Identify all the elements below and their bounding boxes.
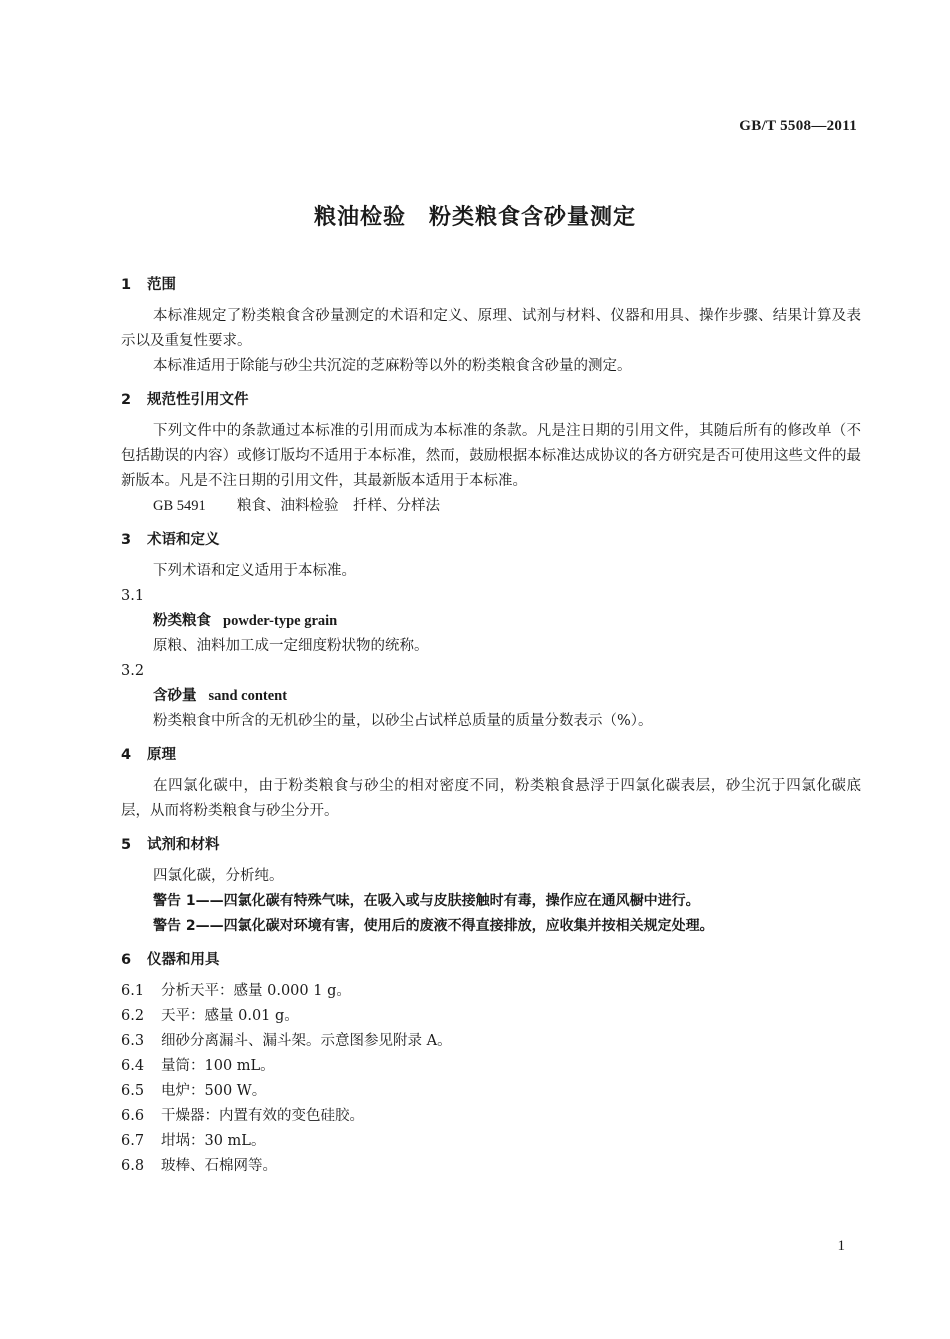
list-item <box>121 1054 861 1079</box>
section-number: 3 <box>121 532 132 548</box>
paragraph: 本标准适用于除能与砂尘共沉淀的芝麻粉等以外的粉类粮食含砂量的测定。 <box>153 358 632 374</box>
section-number: 5 <box>121 837 132 853</box>
section-title: 规范性引用文件 <box>147 392 249 408</box>
section-number: 1 <box>121 277 132 293</box>
paragraph: 四氯化碳，分析纯。 <box>153 868 284 884</box>
item-number: 6.4 <box>121 1058 145 1074</box>
item-number: 6.2 <box>121 1008 145 1024</box>
section-title: 试剂和材料 <box>147 837 220 853</box>
item-text: 干燥器：内置有效的变色硅胶。 <box>161 1108 364 1124</box>
item-number: 6.6 <box>121 1108 145 1124</box>
item-number: 6.5 <box>121 1083 145 1099</box>
list-item <box>121 1004 861 1029</box>
item-text: 电炉：500 W。 <box>161 1083 267 1099</box>
warning-2: 警告 2——四氯化碳对环境有害，使用后的废液不得直接排放，应收集并按相关规定处理。 <box>153 918 714 934</box>
warning-1: 警告 1——四氯化碳有特殊气味，在吸入或与皮肤接触时有毒，操作应在通风橱中进行。 <box>153 893 700 909</box>
document-title: 粮油检验 粉类粮食含砂量测定 <box>313 205 636 230</box>
term-english: powder-type grain <box>223 613 338 629</box>
section-title: 原理 <box>147 747 176 763</box>
document-body <box>121 272 861 1179</box>
term-chinese: 粉类粮食 <box>153 613 211 629</box>
reference-title: 粮食、油料检验 扦样、分样法 <box>237 498 440 514</box>
list-item <box>121 979 861 1004</box>
item-number: 6.3 <box>121 1033 145 1049</box>
item-number: 6.7 <box>121 1133 145 1149</box>
item-text: 天平：感量 0.01 g。 <box>161 1008 299 1024</box>
section-title: 范围 <box>147 277 176 293</box>
paragraph: 下列文件中的条款通过本标准的引用而成为本标准的条款。凡是注日期的引用文件，其随后所有的修改单（不包括勘误的内容）或修订版均不适用于本标准，然而，鼓励根据本标准达成协议的各方研究是否可使用这些文件的最新版本。凡是不注日期的引用文件，其最新版本适用于本标准。 <box>121 423 861 489</box>
item-text: 量筒：100 mL。 <box>161 1058 275 1074</box>
item-text: 玻棒、石棉网等。 <box>161 1158 277 1174</box>
list-item <box>121 1129 861 1154</box>
section-number: 2 <box>121 392 132 408</box>
page-number: 1 <box>837 1238 845 1254</box>
paragraph: 下列术语和定义适用于本标准。 <box>153 563 356 579</box>
list-item <box>121 1079 861 1104</box>
section-heading-reagents <box>121 832 861 858</box>
list-item <box>121 1154 861 1179</box>
section-title: 术语和定义 <box>147 532 220 548</box>
list-item <box>121 1029 861 1054</box>
reference-code: GB 5491 <box>153 498 206 514</box>
section-heading-scope <box>121 272 861 298</box>
term-name <box>121 609 861 634</box>
paragraph: 本标准规定了粉类粮食含砂量测定的术语和定义、原理、试剂与材料、仪器和用具、操作步骤、结果计算及表示以及重复性要求。 <box>121 308 861 349</box>
section-heading-apparatus <box>121 947 861 973</box>
section-title: 仪器和用具 <box>147 952 220 968</box>
term-definition: 原粮、油料加工成一定细度粉状物的统称。 <box>153 638 429 654</box>
term-definition: 粉类粮食中所含的无机砂尘的量，以砂尘占试样总质量的质量分数表示（%）。 <box>153 713 653 729</box>
term-number: 3.2 <box>121 663 145 679</box>
term-number: 3.1 <box>121 588 145 604</box>
term-english: sand content <box>208 688 288 704</box>
item-text: 细砂分离漏斗、漏斗架。示意图参见附录 A。 <box>161 1033 452 1049</box>
reference-entry <box>121 494 861 519</box>
section-number: 6 <box>121 952 132 968</box>
item-number: 6.8 <box>121 1158 145 1174</box>
standard-code: GB/T 5508—2011 <box>739 118 857 134</box>
section-heading-normative-references <box>121 387 861 413</box>
term-chinese: 含砂量 <box>153 688 197 704</box>
section-heading-principle <box>121 742 861 768</box>
list-item <box>121 1104 861 1129</box>
section-heading-terms <box>121 527 861 553</box>
item-number: 6.1 <box>121 983 145 999</box>
item-text: 坩埚：30 mL。 <box>161 1133 266 1149</box>
term-name <box>121 684 861 709</box>
item-text: 分析天平：感量 0.000 1 g。 <box>161 983 351 999</box>
section-number: 4 <box>121 747 132 763</box>
paragraph: 在四氯化碳中，由于粉类粮食与砂尘的相对密度不同，粉类粮食悬浮于四氯化碳表层，砂尘沉于四氯化碳底层，从而将粉类粮食与砂尘分开。 <box>121 778 861 819</box>
